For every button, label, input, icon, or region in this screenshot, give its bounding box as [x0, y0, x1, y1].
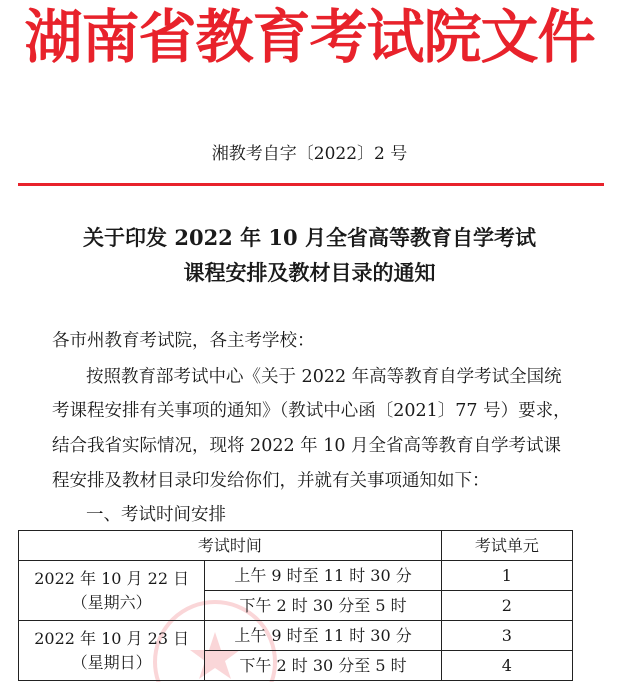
exam-weekday: （星期六）	[71, 592, 152, 612]
exam-weekday: （星期日）	[71, 652, 152, 672]
body-paragraph-line-4: 程安排及教材目录印发给你们，并就有关事项通知如下：	[52, 471, 490, 491]
table-header-row	[19, 531, 573, 561]
session-unit: 2	[441, 591, 572, 621]
date-cell	[19, 621, 205, 681]
table-row	[19, 621, 573, 651]
exam-date: 2022 年 10 月 23 日	[34, 628, 190, 648]
red-divider-line	[18, 183, 604, 186]
session-unit: 1	[441, 561, 572, 591]
header-exam-time: 考试时间	[19, 531, 442, 561]
session-time: 下午 2 时 30 分至 5 时	[205, 591, 441, 621]
header-exam-unit: 考试单元	[441, 531, 572, 561]
date-cell	[19, 561, 205, 621]
table-row	[19, 561, 573, 591]
session-time: 上午 9 时至 11 时 30 分	[205, 561, 441, 591]
issuer-masthead: 湖南省教育考试院文件	[24, 3, 595, 71]
section-heading: 一、考试时间安排	[86, 505, 226, 525]
notice-title-line-1: 关于印发 2022 年 10 月全省高等教育自学考试	[83, 225, 536, 250]
body-paragraph-line-3: 结合我省实际情况，现将 2022 年 10 月全省高等教育自学考试课	[52, 436, 562, 456]
body-paragraph-line-2: 考课程安排有关事项的通知》（教试中心函〔2021〕77 号）要求，	[52, 401, 571, 421]
salutation: 各市州教育考试院，各主考学校：	[52, 331, 315, 351]
notice-title-line-2: 课程安排及教材目录的通知	[183, 260, 436, 285]
session-unit: 4	[441, 651, 572, 681]
body-paragraph-line-1: 按照教育部考试中心《关于 2022 年高等教育自学考试全国统	[86, 367, 562, 387]
session-time: 下午 2 时 30 分至 5 时	[205, 651, 441, 681]
exam-date: 2022 年 10 月 22 日	[34, 568, 190, 588]
document-number: 湘教考自字〔2022〕2 号	[211, 144, 408, 164]
exam-schedule-table	[18, 530, 573, 681]
session-unit: 3	[441, 621, 572, 651]
session-time: 上午 9 时至 11 时 30 分	[205, 621, 441, 651]
